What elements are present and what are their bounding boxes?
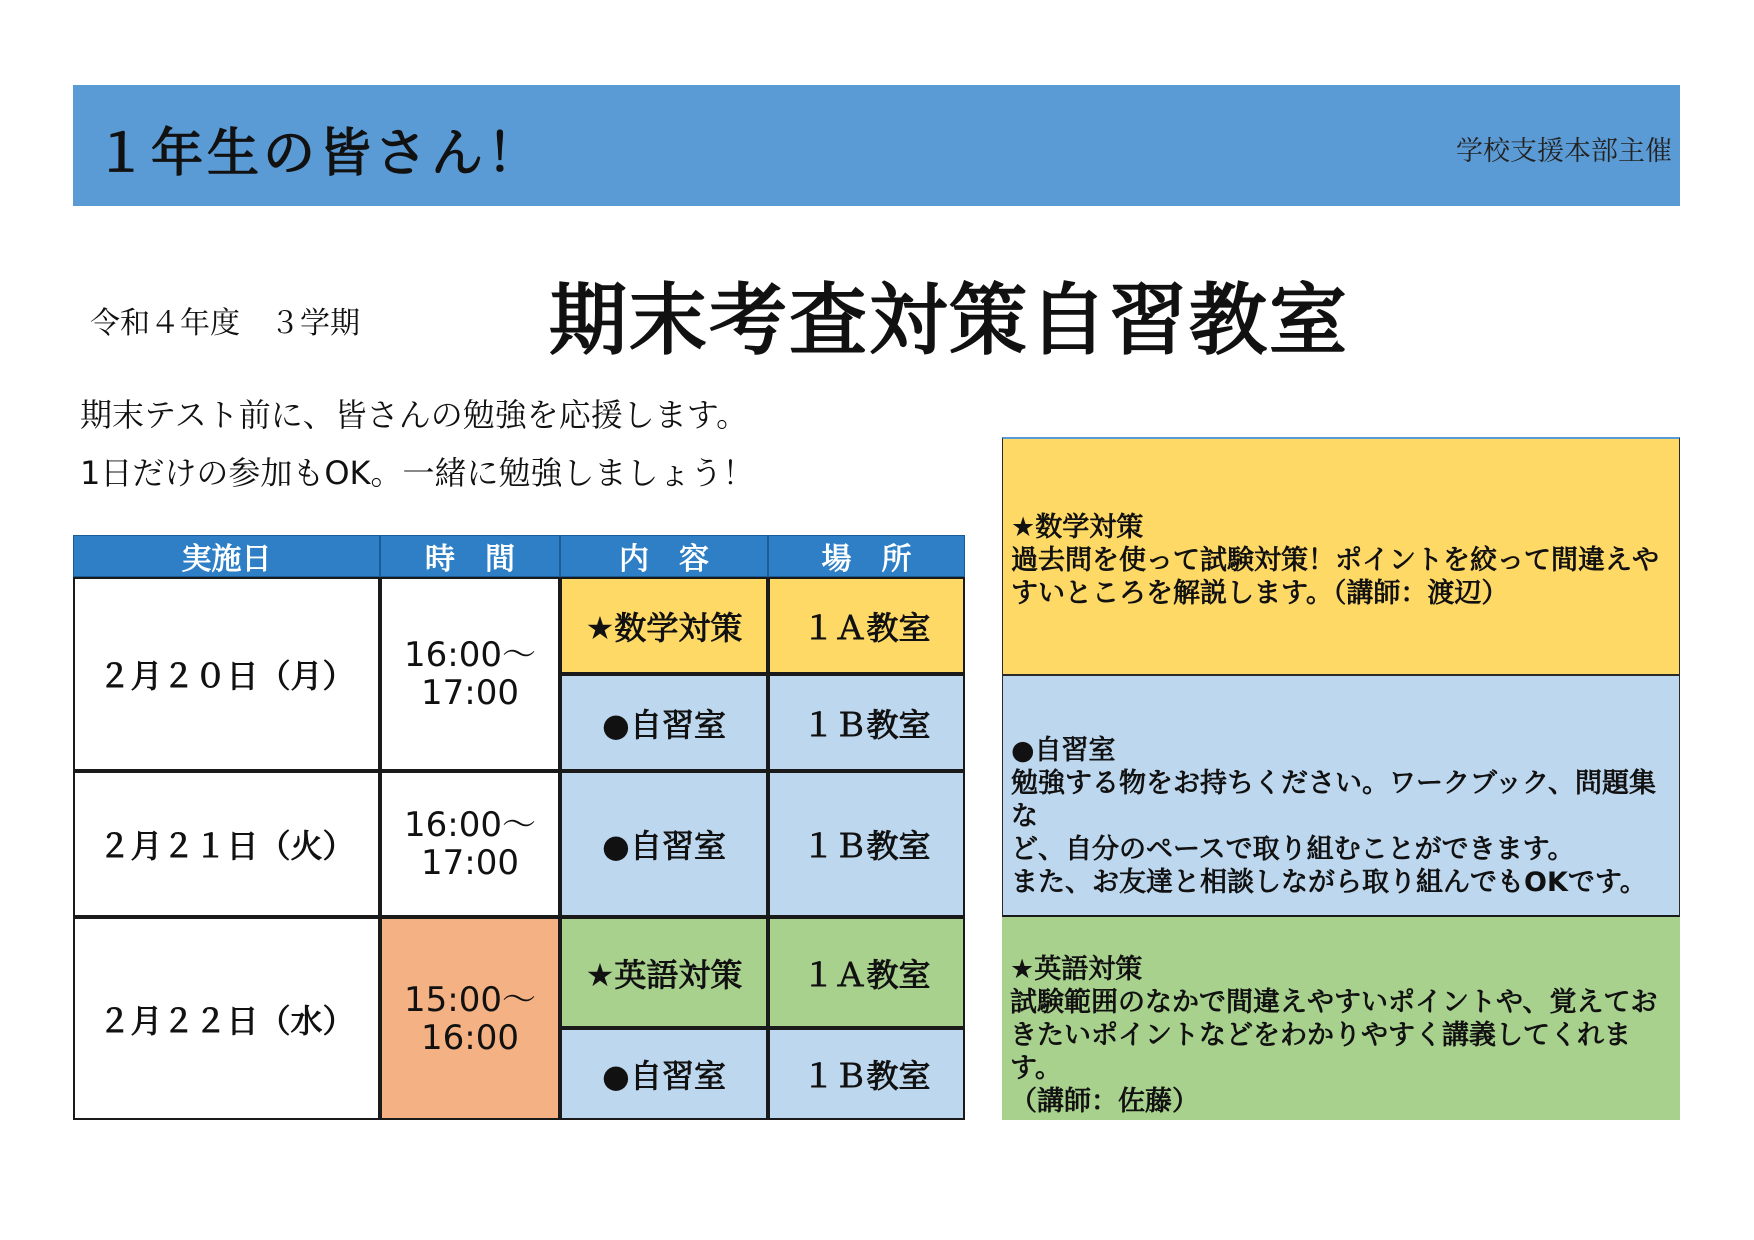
time-cell-1: [380, 577, 560, 771]
self-study-box-line: 勉強する物をお持ちください。ワークブック、問題集な: [1011, 768, 1657, 832]
english-box-line: 試験範囲のなかで間違えやすいポイントや、覚えてお: [1010, 987, 1658, 1018]
place-cell: １Ｂ教室: [768, 1028, 965, 1120]
time-start: 15:00～: [404, 979, 536, 1020]
content-cell-self-study: ●自習室: [560, 1028, 768, 1120]
date-cell-1: ２月２０日（月）: [73, 577, 380, 771]
time-start: 16:00～: [404, 805, 536, 845]
content-cell-self-study: ●自習室: [560, 771, 768, 917]
math-box-line: 過去問を使って試験対策！ポイントを絞って間違えや: [1011, 545, 1659, 576]
self-study-box-line: また、お友達と相談しながら取り組んでもOKです。: [1011, 867, 1647, 898]
time-cell-3: [380, 917, 560, 1120]
time-start: 16:00～: [404, 635, 536, 675]
english-info-box: [1002, 917, 1680, 1120]
header-banner: [73, 85, 1680, 206]
content-cell-english: ★英語対策: [560, 917, 768, 1028]
self-study-info-box: [1002, 675, 1680, 917]
english-box-line: （講師：佐藤）: [1010, 1086, 1199, 1117]
banner-title: １年生の皆さん！: [95, 124, 544, 184]
intro-line-2: 1日だけの参加もOK。一緒に勉強しましょう！: [80, 454, 755, 492]
time-end: 16:00: [421, 1017, 519, 1058]
math-box-title: ★数学対策: [1011, 512, 1144, 543]
content-cell-math: ★数学対策: [560, 577, 768, 674]
schedule-table: [73, 535, 965, 1120]
math-box-line: すいところを解説します。（講師：渡辺）: [1011, 578, 1509, 609]
self-study-box-line: ど、自分のペースで取り組むことができます。: [1011, 834, 1575, 865]
time-end: 17:00: [421, 843, 519, 883]
place-cell: １Ｂ教室: [768, 771, 965, 917]
date-cell-3: ２月２２日（水）: [73, 917, 380, 1120]
content-cell-self-study: ●自習室: [560, 674, 768, 771]
intro-line-1: 期末テスト前に、皆さんの勉強を応援します。: [80, 396, 749, 434]
place-cell: １Ｂ教室: [768, 674, 965, 771]
english-box-line: きたいポイントなどをわかりやすく講義してくれます。: [1010, 1020, 1631, 1084]
page-title: 期末考査対策自習教室: [549, 276, 1350, 366]
time-end: 17:00: [421, 673, 519, 713]
place-cell: １Ａ教室: [768, 577, 965, 674]
time-cell-2: [380, 771, 560, 917]
sponsor-label: 学校支援本部主催: [1456, 136, 1672, 167]
english-box-title: ★英語対策: [1010, 954, 1143, 985]
self-study-box-title: ●自習室: [1011, 735, 1116, 766]
date-cell-2: ２月２１日（火）: [73, 771, 380, 917]
header-time: 時 間: [380, 535, 560, 577]
header-place: 場 所: [768, 535, 965, 577]
header-content: 内 容: [560, 535, 768, 577]
header-date: 実施日: [73, 535, 380, 577]
place-cell: １Ａ教室: [768, 917, 965, 1028]
math-info-box: [1002, 437, 1680, 675]
term-label: 令和４年度 ３学期: [90, 306, 360, 341]
